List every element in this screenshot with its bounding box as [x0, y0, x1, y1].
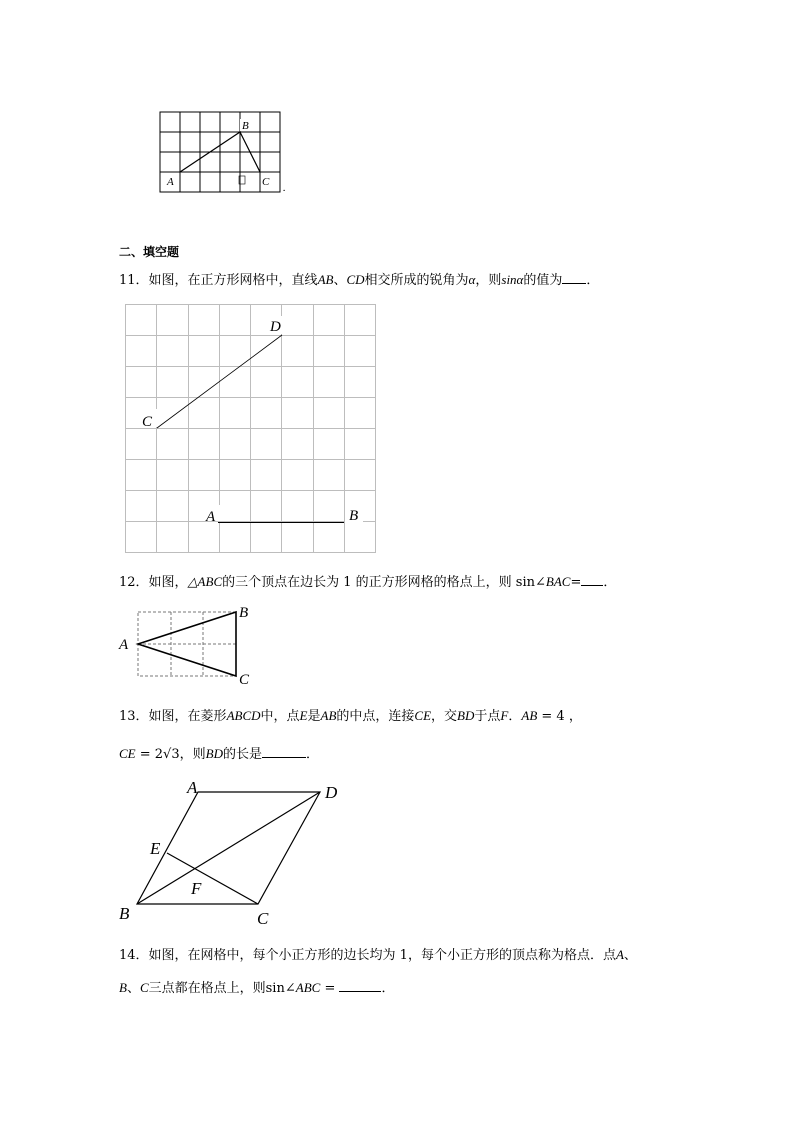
fig13-label-c: C: [257, 909, 269, 928]
question-14-line-2: B、C三点都在格点上，则sin∠ABC = ．: [119, 980, 395, 996]
fig13-label-e: E: [150, 839, 161, 858]
fig10-period: .: [283, 182, 286, 194]
fig12-label-c: C: [239, 672, 250, 688]
fig12-label-b: B: [239, 605, 249, 621]
fig11-label-a: A: [206, 509, 216, 525]
question-12: 12．如图，△ABC的三个顶点在边长为 1 的正方形网格的格点上，则 sin∠BAC= ．: [119, 574, 617, 590]
fig13-label-d: D: [325, 783, 338, 802]
figure-q11: [120, 300, 385, 560]
fig11-label-b: B: [349, 508, 359, 524]
figure-q10: [150, 105, 300, 200]
fig13-label-a: A: [187, 778, 198, 797]
question-14-line-1: 14．如图，在网格中，每个小正方形的边长均为 1，每个小正方形的顶点称为格点．点A、: [119, 947, 637, 963]
fig10-label-b: B: [242, 120, 249, 132]
question-13-line-2: CE = 2√3，则BD的长是 ．: [119, 746, 319, 762]
fig12-label-a: A: [119, 637, 129, 653]
question-11: 11．如图，在正方形网格中，直线AB、CD相交所成的锐角为α，则sinα的值为 ．: [119, 272, 600, 288]
fig10-label-a: A: [167, 176, 174, 188]
section-title: 二、填空题: [119, 245, 180, 259]
fig10-label-c: C: [262, 176, 270, 188]
fig11-label-d: D: [270, 319, 281, 335]
question-13-line-1: 13．如图，在菱形ABCD中，点E是AB的中点，连接CE，交BD于点F．AB = 4 ，: [119, 708, 582, 724]
fig13-label-f: F: [191, 879, 202, 898]
fig13-label-b: B: [119, 904, 130, 923]
fig11-label-c: C: [142, 414, 153, 430]
figure-q13: [115, 775, 360, 930]
figure-q12: [115, 600, 265, 690]
